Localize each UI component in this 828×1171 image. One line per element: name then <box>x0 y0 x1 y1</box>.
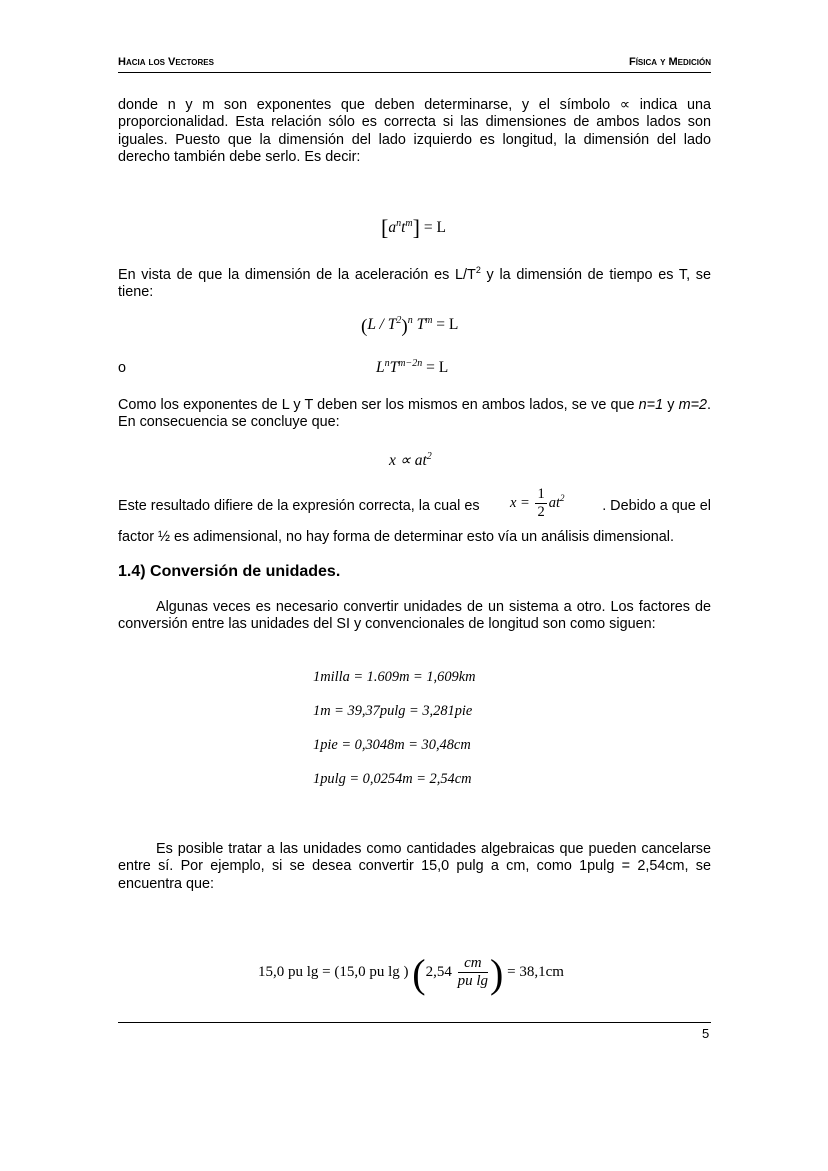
section-title: 1.4) Conversión de unidades. <box>118 563 341 580</box>
bracket-close: ] <box>412 215 420 240</box>
final-rhs: = 38,1cm <box>507 964 564 980</box>
page-header <box>118 55 711 73</box>
eq-rhs: = L <box>436 316 459 333</box>
paragraph-acceleration <box>118 262 711 302</box>
exp-n: n <box>407 315 413 326</box>
conversion-foot: 1pie = 0,3048m = 30,48cm <box>313 737 471 753</box>
equation-proportional <box>389 451 432 470</box>
exp-m: m <box>425 315 433 326</box>
fraction-num-cm: cm <box>458 955 488 973</box>
big-paren-close: ) <box>490 951 504 996</box>
exp-n: n <box>396 218 402 229</box>
text-conclusion-b: y <box>663 397 679 413</box>
var-T: T <box>416 316 426 333</box>
eq-rhs: = L <box>426 359 449 376</box>
var-a: a <box>388 219 397 236</box>
fraction-den-pulg: pu lg <box>457 973 489 990</box>
text-n-equals: n=1 <box>638 397 664 413</box>
header-chapter-title: Física y Medición <box>628 56 711 68</box>
conversion-inch: 1pulg = 0,0254m = 2,54cm <box>313 771 472 787</box>
exp-n: n <box>384 358 390 369</box>
conversion-mile: 1milla = 1.609m = 1,609km <box>313 669 476 685</box>
paragraph-exponents-conclusion <box>118 397 711 432</box>
fraction-cm-pulg <box>458 955 488 990</box>
paren-close: ) <box>401 316 408 337</box>
equation-substitution <box>361 315 458 338</box>
exp-2: 2 <box>426 451 432 462</box>
inline-correct-expression <box>510 486 565 521</box>
header-book-title: Hacia los Vectores <box>118 56 214 68</box>
exp-m: m <box>405 218 413 229</box>
final-coef: 2,54 <box>425 964 452 980</box>
equation-dimension <box>381 215 446 241</box>
exp-2: 2 <box>560 492 565 503</box>
text-result-differs: Este resultado difiere de la expresión correcta, la cual es <box>118 498 480 514</box>
fraction-half <box>535 486 546 521</box>
var-t: t <box>401 219 406 236</box>
text-conclusion-c: . En consecuencia se concluye que: <box>118 397 711 431</box>
proportional-expr: x ∝ at <box>389 452 427 469</box>
paragraph-exponents: donde n y m son exponentes que deben determinarse, y el símbolo ∝ indica una proporcionalidad. Esta relación sólo es correcta si las dimensiones de ambos lados son iguales. Puesto que la dimensión del lado izquierdo es longitud, la dimensión del lado derecho también debe serlo. Es decir: <box>118 97 711 166</box>
text-factor-half: factor ½ es adimensional, no hay forma de determinar esto vía un análisis dimensional. <box>118 529 674 545</box>
big-paren-open: ( <box>412 951 426 996</box>
text-m-equals: m=2 <box>678 397 707 413</box>
eq-rhs: = L <box>423 219 446 236</box>
exp-2: 2 <box>396 315 402 326</box>
text-conclusion-a: Como los exponentes de L y T deben ser los mismos en ambos lados, se ve que <box>118 397 639 413</box>
fraction-num: 1 <box>537 486 545 502</box>
exp-m-2n: m−2n <box>398 358 423 369</box>
fraction-den: 2 <box>537 504 545 520</box>
var-at: at <box>548 494 561 511</box>
final-lhs: 15,0 pu lg = (15,0 pu lg ) <box>258 964 409 980</box>
var-T: T <box>389 359 399 376</box>
var-x: x = <box>510 494 530 511</box>
var-lt: L / T <box>367 316 397 333</box>
var-L: L <box>376 359 385 376</box>
text-accel-before: En vista de que la dimensión de la aceleración es L/T <box>118 266 476 283</box>
paragraph-algebraic-units: Es posible tratar a las unidades como cantidades algebraicas que pueden cancelarse entre sí. Por ejemplo, si se desea convertir 15,0 pulg a cm, como 1pulg = 2,54cm, se encuentra que: <box>118 841 711 892</box>
text-accel-sup: 2 <box>475 265 481 275</box>
text-accel-after: y la dimensión de tiempo es T, se tiene: <box>118 266 712 301</box>
footer-rule <box>118 1022 711 1023</box>
text-because: . Debido a que el <box>602 498 711 514</box>
paren-open: ( <box>361 316 368 337</box>
conversion-meter: 1m = 39,37pulg = 3,281pie <box>313 703 473 719</box>
paragraph-conversion-intro: Algunas veces es necesario convertir unidades de un sistema a otro. Los factores de conversión entre las unidades del SI y convencionales de longitud son como siguen: <box>118 599 711 633</box>
label-o: o <box>118 360 127 376</box>
equation-inch-to-cm <box>258 950 564 997</box>
equation-simplified <box>376 358 448 377</box>
page-number: 5 <box>702 1026 710 1041</box>
bracket-open: [ <box>381 215 389 240</box>
